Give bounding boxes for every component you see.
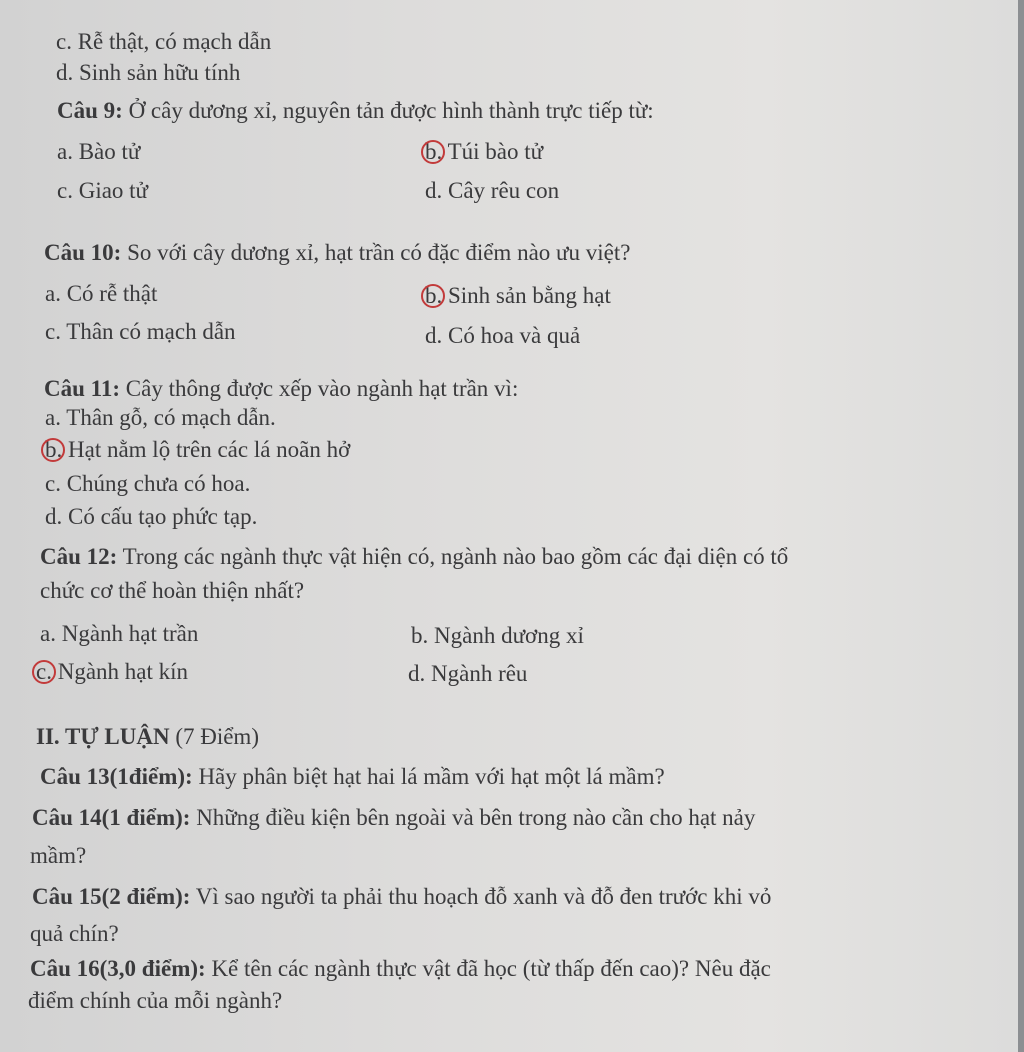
question-13-text: Hãy phân biệt hạt hai lá mầm với hạt một lá mầm? [192, 764, 665, 789]
question-14-line-2: mầm? [30, 843, 87, 868]
question-9 [57, 97, 654, 125]
q10-option-a: a. Có rễ thật [45, 281, 158, 306]
section-points: (7 Điểm) [169, 724, 259, 749]
q11-option-b-text: Hạt nằm lộ trên các lá noãn hở [62, 437, 351, 462]
q12-option-d: d. Ngành rêu [408, 661, 528, 686]
question-12-line-2: chức cơ thể hoàn thiện nhất? [40, 578, 305, 603]
question-14-text-1: Những điều kiện bên ngoài và bên trong nào cần cho hạt nảy [190, 805, 756, 830]
question-15-label: Câu 15(2 điểm): [32, 884, 191, 909]
q11-option-d: d. Có cấu tạo phức tạp. [45, 504, 258, 529]
q10-option-c: c. Thân có mạch dẫn [45, 319, 236, 344]
section-title [36, 723, 259, 751]
q9-option-d: d. Cây rêu con [425, 178, 560, 203]
question-11 [44, 375, 518, 403]
q9-option-b-text: Túi bào tử [442, 139, 544, 164]
answer-circle-q9: b. [425, 139, 443, 164]
q10-option-d: d. Có hoa và quả [425, 323, 581, 348]
question-16-text-1: Kể tên các ngành thực vật đã học (từ thấp đến cao)? Nêu đặc [205, 956, 771, 981]
q12-option-c [36, 658, 188, 686]
page-edge [1018, 0, 1024, 1052]
q11-option-c: c. Chúng chưa có hoa. [45, 471, 251, 496]
question-10-text: So với cây dương xỉ, hạt trần có đặc điểm nào ưu việt? [121, 240, 631, 265]
answer-circle-q10: b. [425, 283, 443, 308]
question-11-text: Cây thông được xếp vào ngành hạt trần vì: [120, 376, 519, 401]
question-10 [44, 239, 630, 267]
question-16-line-2: điểm chính của mỗi ngành? [28, 988, 283, 1013]
question-15-line-2: quả chín? [30, 921, 119, 946]
question-12-label: Câu 12: [40, 544, 118, 569]
question-11-label: Câu 11: [44, 376, 121, 401]
q12-option-c-text: Ngành hạt kín [51, 659, 189, 684]
q10-option-b [425, 282, 611, 310]
q11-option-a: a. Thân gỗ, có mạch dẫn. [45, 405, 276, 430]
question-12-text-1: Trong các ngành thực vật hiện có, ngành nào bao gồm các đại diện có tổ [117, 544, 789, 569]
question-13 [40, 763, 665, 791]
question-12-line-1 [40, 543, 788, 571]
question-16-label: Câu 16(3,0 điểm): [30, 956, 206, 981]
question-16-line-1 [30, 955, 771, 983]
question-15-line-1 [32, 883, 771, 911]
answer-circle-q12: c. [36, 659, 52, 684]
question-14-line-1 [32, 804, 755, 832]
section-title-text: II. TỰ LUẬN [36, 724, 170, 749]
question-10-label: Câu 10: [44, 240, 122, 265]
q9-option-a: a. Bào tử [57, 139, 141, 164]
q9-option-c: c. Giao tử [57, 178, 149, 203]
q11-option-b [45, 436, 350, 464]
q9-option-b [425, 138, 543, 166]
question-9-text: Ở cây dương xỉ, nguyên tản được hình thành trực tiếp từ: [122, 98, 654, 123]
q10-option-b-text: Sinh sản bằng hạt [442, 283, 611, 308]
q8-option-d: d. Sinh sản hữu tính [56, 60, 241, 85]
question-14-label: Câu 14(1 điểm): [32, 805, 191, 830]
answer-circle-q11: b. [45, 437, 63, 462]
q8-option-c: c. Rễ thật, có mạch dẫn [56, 29, 272, 54]
q12-option-a: a. Ngành hạt trần [40, 621, 199, 646]
question-15-text-1: Vì sao người ta phải thu hoạch đỗ xanh và đỗ đen trước khi vỏ [190, 884, 772, 909]
q12-option-b: b. Ngành dương xỉ [411, 623, 584, 648]
question-9-label: Câu 9: [57, 98, 123, 123]
question-13-label: Câu 13(1điểm): [40, 764, 193, 789]
